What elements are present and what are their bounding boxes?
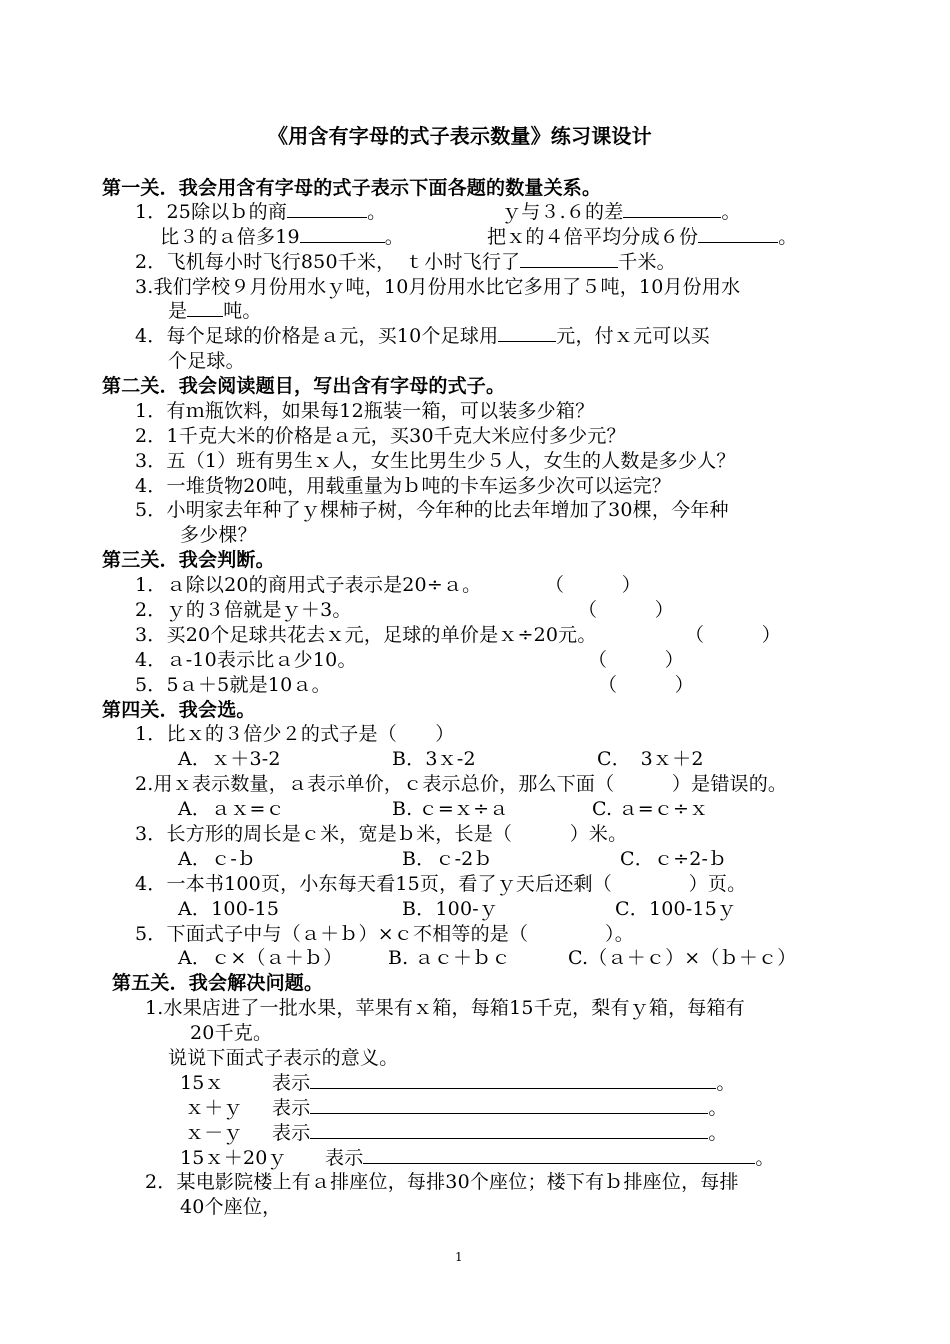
s1-q1c-end: 。 [384, 226, 404, 248]
s5-expr-3-label: 表示 [272, 1122, 311, 1144]
s4-q4-option-b[interactable]: B．100-ｙ [402, 898, 499, 920]
s4-q4-option-c[interactable]: C．100-15ｙ [615, 898, 737, 920]
s5-expr-1: 15ｘ [180, 1072, 224, 1094]
s1-q1-line [135, 200, 386, 224]
s4-q2: 2.用ｘ表示数量，ａ表示单价，ｃ表示总价，那么下面（ ）是错误的。 [135, 773, 788, 795]
s1-q3-cont-text: 是 [168, 300, 188, 322]
s2-q1: 1．有ｍ瓶饮料，如果每12瓶装一箱，可以装多少箱？ [135, 400, 595, 422]
s3-q1: 1．ａ除以20的商用式子表示是20÷ａ。 [135, 574, 482, 596]
s4-q1-option-b[interactable]: B．3ｘ-2 [392, 748, 476, 770]
s4-q4-option-a[interactable]: A．100-15 [178, 898, 280, 920]
section-2-heading: 第二关．我会阅读题目，写出含有字母的式子。 [102, 375, 506, 397]
s4-q4: 4．一本书100页，小东每天看15页，看了ｙ天后还剩（ ）页。 [135, 873, 747, 895]
answer-blank[interactable] [310, 1071, 716, 1089]
s5-q2-cont: 40个座位， [180, 1196, 282, 1218]
section-1-heading: 第一关．我会用含有字母的式子表示下面各题的数量关系。 [102, 177, 602, 199]
s5-expr-3: ｘ－ｙ [185, 1122, 243, 1144]
s1-q1b-line [502, 200, 741, 224]
s3-q4: 4．ａ-10表示比ａ少10。 [135, 649, 357, 671]
s1-q1c-line [160, 225, 404, 249]
s5-expr-4-fill [325, 1146, 775, 1170]
judge-bracket[interactable]: （ ） [545, 574, 642, 596]
s1-q1c-text: 比３的ａ倍多19 [160, 226, 300, 248]
s5-expr-4: 15ｘ＋20ｙ [180, 1147, 287, 1169]
s1-q1b-text: ｙ与３.６的差 [502, 201, 624, 223]
s2-q2: 2．1千克大米的价格是ａ元，买30千克大米应付多少元？ [135, 425, 626, 447]
s5-q1-cont: 20千克。 [190, 1022, 273, 1044]
s4-q1-option-c[interactable]: C． 3ｘ＋2 [597, 748, 704, 770]
s4-q2-option-a[interactable]: A．ａｘ=ｃ [178, 798, 285, 820]
s1-q1d-text: 把ｘ的４倍平均分成６份 [487, 226, 699, 248]
s1-q2-text: 2．飞机每小时飞行850千米， ｔ小时飞行了 [135, 251, 521, 273]
s5-expr-1-end: 。 [716, 1072, 736, 1094]
page-number: 1 [455, 1250, 463, 1264]
answer-blank[interactable] [520, 250, 618, 268]
section-3-heading: 第三关．我会判断。 [102, 549, 275, 571]
answer-blank[interactable] [287, 200, 367, 218]
answer-blank[interactable] [187, 299, 223, 317]
s2-q4: 4．一堆货物20吨，用载重量为ｂ吨的卡车运多少次可以运完？ [135, 475, 672, 497]
s1-q4-text: 4．每个足球的价格是ａ元，买10个足球用 [135, 325, 499, 347]
s1-q1a-text: 1．25除以ｂ的商 [135, 201, 288, 223]
s1-q4-cont: 个足球。 [168, 350, 245, 372]
s4-q2-option-c[interactable]: C. ａ=ｃ÷ｘ [592, 798, 709, 820]
answer-blank[interactable] [698, 225, 778, 243]
judge-bracket[interactable]: （ ） [598, 674, 695, 696]
s3-q2: 2．ｙ的３倍就是ｙ＋3。 [135, 599, 352, 621]
s1-q1d-line [487, 225, 797, 249]
s5-q1: 1.水果店进了一批水果，苹果有ｘ箱，每箱15千克，梨有ｙ箱，每箱有 [145, 997, 745, 1019]
s4-q5-option-a[interactable]: A．ｃ×（ａ＋ｂ） [178, 947, 343, 969]
s1-q4-line [135, 324, 710, 348]
judge-bracket[interactable]: （ ） [685, 624, 782, 646]
s5-q1-prompt: 说说下面式子表示的意义。 [168, 1047, 399, 1069]
s1-q1d-end: 。 [778, 226, 798, 248]
judge-bracket[interactable]: （ ） [578, 599, 675, 621]
s1-q3-line: 3.我们学校９月份用水ｙ吨，10月份用水比它多用了５吨，10月份用水 [135, 276, 741, 298]
document-title: 《用含有字母的式子表示数量》练习课设计 [268, 124, 652, 148]
s2-q5-cont: 多少棵？ [180, 524, 257, 546]
s2-q3: 3．五（1）班有男生ｘ人，女生比男生少５人，女生的人数是多少人？ [135, 450, 736, 472]
s1-q2-line [135, 250, 676, 274]
s5-expr-1-fill [272, 1071, 736, 1095]
answer-blank[interactable] [310, 1096, 708, 1114]
s5-expr-4-end: 。 [755, 1147, 775, 1169]
s1-q1b-end: 。 [721, 201, 741, 223]
answer-blank[interactable] [363, 1146, 755, 1164]
answer-blank[interactable] [310, 1121, 708, 1139]
s3-q3: 3．买20个足球共花去ｘ元，足球的单价是ｘ÷20元。 [135, 624, 597, 646]
s3-q5: 5．5ａ＋5就是10ａ。 [135, 674, 331, 696]
s1-q2-end: 千米。 [618, 251, 676, 273]
s1-q4-mid: 元，付ｘ元可以买 [556, 325, 710, 347]
s5-q2: 2．某电影院楼上有ａ排座位，每排30个座位；楼下有ｂ排座位，每排 [145, 1171, 739, 1193]
s4-q3-option-c[interactable]: C．ｃ÷2-ｂ [620, 848, 728, 870]
section-5-heading: 第五关．我会解决问题。 [112, 972, 324, 994]
s1-q3-cont-end: 吨。 [223, 300, 262, 322]
s2-q5: 5．小明家去年种了ｙ棵柿子树，今年种的比去年增加了30棵，今年种 [135, 499, 729, 521]
s4-q1: 1．比ｘ的３倍少２的式子是（ ） [135, 723, 455, 745]
s4-q5-option-b[interactable]: B. ａｃ＋ｂｃ [388, 947, 511, 969]
answer-blank[interactable] [300, 225, 385, 243]
section-4-heading: 第四关．我会选。 [102, 699, 256, 721]
s5-expr-2-end: 。 [708, 1097, 728, 1119]
s5-expr-1-label: 表示 [272, 1072, 311, 1094]
s4-q3-option-b[interactable]: B．ｃ-2ｂ [402, 848, 493, 870]
s5-expr-2-fill [272, 1096, 728, 1120]
s5-expr-2-label: 表示 [272, 1097, 311, 1119]
answer-blank[interactable] [498, 324, 556, 342]
s5-expr-4-label: 表示 [325, 1147, 364, 1169]
s4-q1-option-a[interactable]: A．ｘ＋3-2 [178, 748, 281, 770]
s1-q3-cont [168, 299, 262, 323]
s5-expr-2: ｘ＋ｙ [185, 1097, 243, 1119]
s4-q5-option-c[interactable]: C.（ａ＋ｃ）×（ｂ＋ｃ） [568, 947, 797, 969]
s5-expr-3-end: 。 [708, 1122, 728, 1144]
s4-q5: 5．下面式子中与（ａ＋ｂ）×ｃ不相等的是（ ）。 [135, 923, 634, 945]
s1-q1a-end: 。 [367, 201, 387, 223]
judge-bracket[interactable]: （ ） [588, 649, 685, 671]
s4-q3: 3．长方形的周长是ｃ米，宽是ｂ米，长是（ ）米。 [135, 823, 628, 845]
s4-q3-option-a[interactable]: A．ｃ-ｂ [178, 848, 257, 870]
answer-blank[interactable] [623, 200, 721, 218]
s5-expr-3-fill [272, 1121, 728, 1145]
s4-q2-option-b[interactable]: B. ｃ=ｘ÷ａ [392, 798, 509, 820]
